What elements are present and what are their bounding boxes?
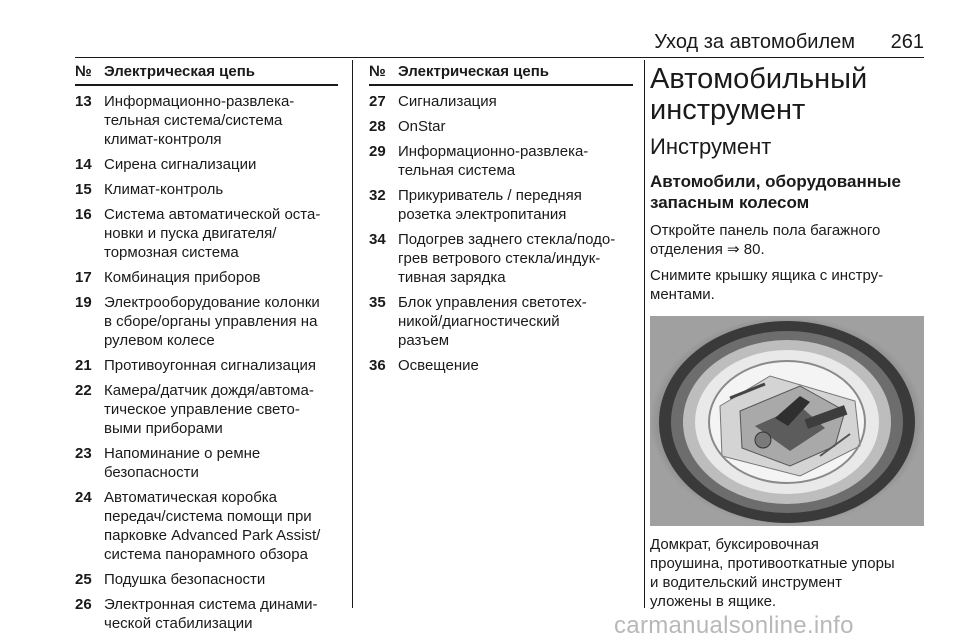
circuit-description: Подогрев заднего стекла/подо- грев ветрового стекла/индук- тивная зарядка: [398, 231, 616, 286]
left-table-rows: [75, 92, 338, 633]
table-row: [75, 570, 338, 589]
table-header-num: №: [369, 63, 386, 80]
fuse-number: 25: [75, 571, 92, 588]
table-row: [369, 186, 633, 224]
fuse-number: 13: [75, 93, 92, 110]
circuit-description: Сирена сигнализации: [104, 156, 257, 173]
fuse-number: 16: [75, 206, 92, 223]
table-row: [75, 268, 338, 287]
circuit-description: Система автоматической оста- новки и пуска двигателя/ тормозная система: [104, 206, 321, 261]
column-divider-right: [644, 60, 645, 608]
fuse-number: 19: [75, 294, 92, 311]
subsection-title: Инструмент: [650, 134, 772, 159]
fuse-number: 27: [369, 93, 386, 110]
circuit-description: Информационно-развлека- тельная система/система климат-контроля: [104, 93, 295, 148]
section-title: Автомобильный инструмент: [650, 63, 868, 126]
column-divider-left: [352, 60, 353, 608]
fuse-number: 15: [75, 181, 92, 198]
table-header: [369, 62, 633, 86]
table-header-title: Электрическая цепь: [398, 63, 550, 80]
fuse-number: 28: [369, 118, 386, 135]
table-row: [369, 230, 633, 287]
fuse-number: 17: [75, 269, 92, 286]
table-row: [75, 488, 338, 564]
circuit-description: Напоминание о ремне безопасности: [104, 445, 261, 481]
fuse-number: 26: [75, 596, 92, 613]
circuit-description: Освещение: [398, 357, 479, 374]
table-row: [75, 356, 338, 375]
fuse-number: 22: [75, 382, 92, 399]
figure-caption: Домкрат, буксировочная проушина, противооткатные упоры и водительский инструмент уложены в ящике.: [650, 536, 895, 610]
page-number: 261: [890, 31, 924, 53]
circuit-description: Электрооборудование колонки в сборе/органы управления на рулевом колесе: [104, 294, 320, 349]
circuit-description: Климат-контроль: [104, 181, 224, 198]
fuse-number: 34: [369, 231, 386, 248]
circuit-description: Информационно-развлека- тельная система: [398, 143, 589, 179]
fuse-number: 23: [75, 445, 92, 462]
table-row: [75, 155, 338, 174]
circuit-description: Подушка безопасности: [104, 571, 266, 588]
table-row: [369, 117, 633, 136]
instruction-paragraph-1: Откройте панель пола багажного отделения ⇒ 80.: [650, 222, 881, 258]
fuse-number: 24: [75, 489, 92, 506]
instruction-paragraph-2: Снимите крышку ящика с инстру- ментами.: [650, 267, 884, 303]
table-row: [75, 293, 338, 350]
circuit-description: OnStar: [398, 118, 446, 135]
header-divider: [75, 57, 924, 58]
table-row: [75, 595, 338, 633]
table-row: [369, 142, 633, 180]
circuit-description: Прикуриватель / передняя розетка электропитания: [398, 187, 582, 223]
circuit-description: Комбинация приборов: [104, 269, 261, 286]
table-row: [75, 381, 338, 438]
circuit-description: Автоматическая коробка передач/система помощи при парковке Advanced Park Assist/ система панорамного обзора: [104, 489, 321, 563]
fuse-number: 35: [369, 294, 386, 311]
table-header-num: №: [75, 63, 92, 80]
fuse-number: 36: [369, 357, 386, 374]
right-column: [650, 64, 930, 611]
circuit-description: Камера/датчик дождя/автома- тическое управление свето- выми приборами: [104, 382, 314, 437]
page-header-title: Уход за автомобилем: [654, 31, 855, 53]
table-header-title: Электрическая цепь: [104, 63, 256, 80]
fuse-number: 29: [369, 143, 386, 160]
left-fuse-table: [75, 62, 338, 633]
table-header: [75, 62, 338, 86]
fuse-number: 32: [369, 187, 386, 204]
table-row: [75, 444, 338, 482]
circuit-description: Блок управления светотех- никой/диагностический разъем: [398, 294, 587, 349]
mid-table-rows: [369, 92, 633, 375]
watermark-text: carmanualsonline.info: [614, 612, 854, 639]
table-row: [75, 92, 338, 149]
table-row: [75, 180, 338, 199]
mid-fuse-table: [369, 62, 633, 375]
table-row: [75, 205, 338, 262]
table-row: [369, 356, 633, 375]
fuse-number: 14: [75, 156, 92, 173]
circuit-description: Электронная система динами- ческой стабилизации: [104, 596, 318, 632]
circuit-description: Сигнализация: [398, 93, 497, 110]
circuit-description: Противоугонная сигнализация: [104, 357, 316, 374]
table-row: [369, 92, 633, 111]
table-row: [369, 293, 633, 350]
spare-wheel-toolbox-illustration: [650, 316, 924, 526]
fuse-number: 21: [75, 357, 92, 374]
subsubsection-title: Автомобили, оборудованные запасным колесом: [650, 172, 901, 212]
